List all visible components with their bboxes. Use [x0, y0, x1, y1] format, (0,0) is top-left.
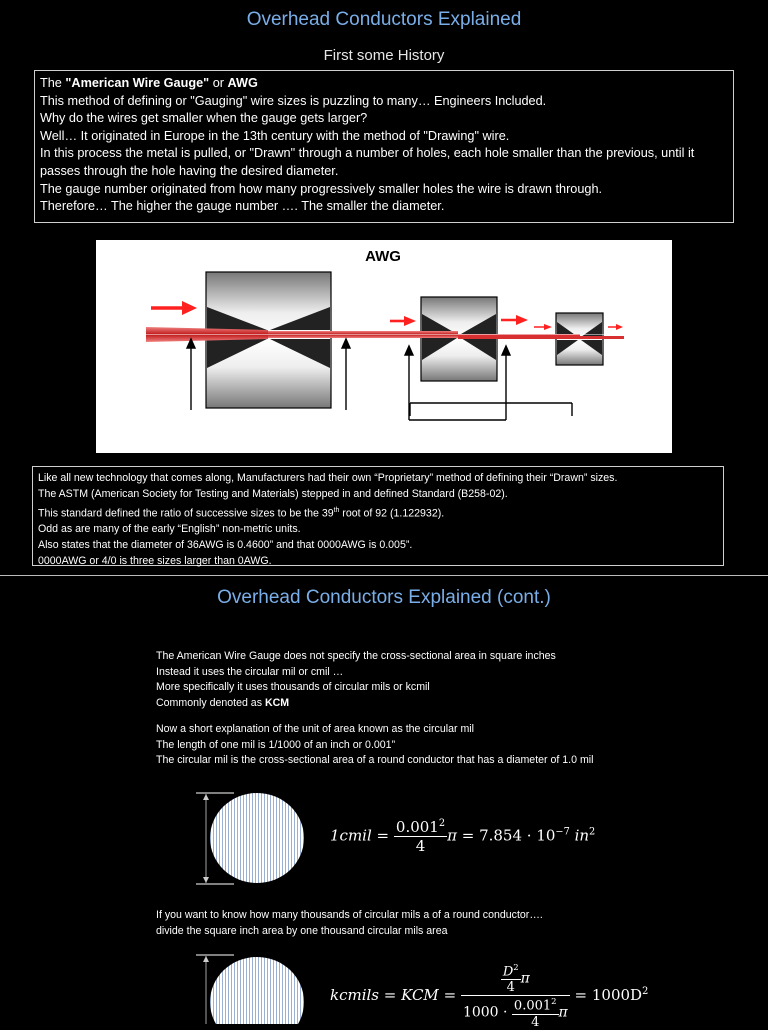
cmil-line-1: Now a short explanation of the unit of area known as the circular mil — [156, 723, 474, 735]
history-line-1: The "American Wire Gauge" or AWG — [40, 76, 258, 90]
astm-line-5: Also states that the diameter of 36AWG is 0.4600” and that 0000AWG is 0.005”. — [38, 539, 413, 552]
kcm-conversion-paragraph — [156, 908, 543, 939]
history-line-4: Well… It originated in Europe in the 13th century with the method of "Drawing" wire. — [40, 128, 510, 143]
history-textbox — [34, 70, 734, 223]
cmil-equation: 1cmil = $\frac{0.001^2}{4}$ $\pi = 7.854 \cdot 10^{-7}$ $in^2$ — [330, 818, 596, 855]
kcm-line-1: If you want to know how many thousands of circular mils a of a round conductor…. — [156, 909, 543, 921]
cmil-explanation-paragraph — [156, 722, 594, 769]
kcmil-line-2: Instead it uses the circular mil or cmil … — [156, 665, 344, 678]
slide1-title: Overhead Conductors Explained — [246, 9, 522, 30]
astm-textbox — [32, 466, 724, 566]
kcmil-line-4: Commonly denoted as KCM — [156, 696, 290, 709]
astm-line-6: 0000AWG or 4/0 is three sizes larger than 0AWG. — [38, 555, 272, 568]
slide1-subtitle: First some History — [323, 47, 445, 64]
cmil-line-2: The length of one mil is 1/1000 of an inch or 0.001” — [156, 738, 396, 751]
wire-drawing-diagram — [96, 240, 672, 453]
slide-separator — [0, 575, 768, 576]
conductor-cross-section-1 — [194, 790, 314, 895]
circle-diagram-2 — [194, 952, 314, 1024]
astm-line-4: Odd as are many of the early “English” non-metric units. — [38, 523, 301, 536]
circle-diagram-1 — [194, 790, 314, 890]
diagram-label: AWG — [365, 248, 401, 265]
astm-line-3: This standard defined the ratio of successive sizes to be the 39th root of 92 (1.122932). — [38, 506, 445, 520]
conductor-cross-section-2 — [194, 952, 314, 1029]
kcm-line-2: divide the square inch area by one thousand circular mils area — [156, 924, 448, 937]
slide2-title: Overhead Conductors Explained (cont.) — [217, 587, 551, 608]
history-line-2: This method of defining or "Gauging" wire sizes is puzzling to many… Engineers Included. — [40, 93, 547, 108]
history-line-5: In this process the metal is pulled, or "Drawn" through a number of holes, each hole smaller than the previous, until it passes through the hole having the desired diameter. — [40, 146, 695, 178]
cmil-line-3: The circular mil is the cross-sectional area of a round conductor that has a diameter of 1.0 mil — [156, 754, 594, 767]
wire-drawing-svg — [96, 240, 672, 453]
astm-line-2: The ASTM (American Society for Testing and Materials) stepped in and defined Standard (B258-02). — [38, 487, 508, 500]
kcm-equation: kcmils = KCM = $\frac{D^2}{4}$ π 1000 · $\frac{0.001^2}{4}$ π = $1000D^2$ — [330, 962, 649, 1030]
kcmil-intro-paragraph — [156, 649, 556, 711]
history-line-7: Therefore… The higher the gauge number …. The smaller the diameter. — [40, 199, 445, 214]
kcmil-line-3: More specifically it uses thousands of circular mils or kcmil — [156, 681, 430, 694]
history-line-3: Why do the wires get smaller when the gauge gets larger? — [40, 111, 368, 126]
kcmil-line-1: The American Wire Gauge does not specify the cross-sectional area in square inches — [156, 650, 556, 662]
history-line-6: The gauge number originated from how many progressively smaller holes the wire is drawn through. — [40, 181, 603, 196]
astm-line-1: Like all new technology that comes along, Manufacturers had their own “Proprietary” method of defining their “Drawn” sizes. — [38, 472, 618, 484]
drawn-wire — [146, 327, 624, 342]
